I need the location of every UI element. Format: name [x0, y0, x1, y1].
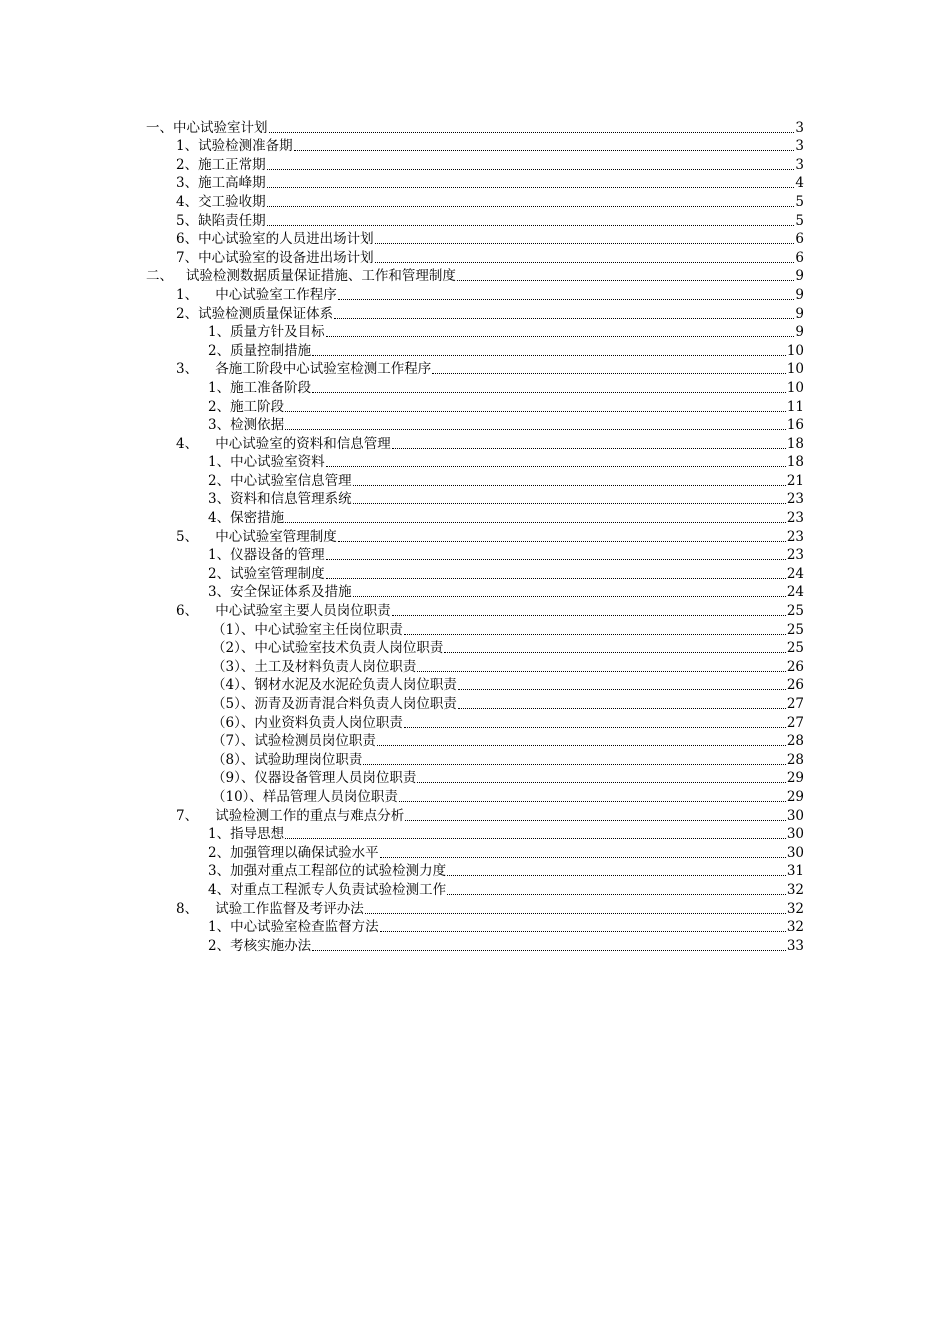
toc-entry-title: （4）、钢材水泥及水泥砼负责人岗位职责	[212, 677, 457, 694]
toc-page-number: 24	[786, 565, 804, 582]
toc-dot-leader	[375, 243, 795, 244]
toc-dot-leader	[399, 801, 786, 802]
toc-entry[interactable]	[146, 360, 804, 379]
toc-entry-title: 1、试验检测准备期	[176, 138, 293, 155]
toc-dot-leader	[417, 782, 785, 783]
toc-entry[interactable]	[146, 155, 804, 174]
toc-dot-leader	[267, 206, 795, 207]
toc-entry[interactable]	[146, 806, 804, 825]
toc-entry[interactable]	[146, 694, 804, 713]
toc-page-number: 6	[795, 249, 804, 266]
toc-entry[interactable]	[146, 713, 804, 732]
toc-entry-title: （8）、试验助理岗位职责	[212, 751, 363, 768]
toc-page-number: 21	[786, 472, 804, 489]
toc-dot-leader	[285, 429, 786, 430]
toc-entry[interactable]	[146, 118, 804, 137]
toc-entry[interactable]	[146, 825, 804, 844]
toc-page-number: 3	[795, 119, 804, 136]
toc-dot-leader	[312, 355, 786, 356]
toc-dot-leader	[285, 411, 786, 412]
toc-page-number: 10	[786, 361, 804, 378]
toc-entry-title: （10）、样品管理人员岗位职责	[212, 788, 398, 805]
toc-page-number: 10	[786, 379, 804, 396]
toc-entry-title: 1、指导思想	[208, 826, 285, 843]
toc-dot-leader	[312, 950, 786, 951]
toc-page-number: 9	[795, 286, 804, 303]
toc-entry-title: （1）、中心试验室主任岗位职责	[212, 621, 403, 638]
toc-page-number: 26	[786, 677, 804, 694]
toc-page-number: 32	[786, 919, 804, 936]
toc-page-number: 3	[795, 156, 804, 173]
toc-entry[interactable]	[146, 341, 804, 360]
toc-page-number: 23	[786, 547, 804, 564]
toc-page-number: 9	[795, 305, 804, 322]
toc-entry-title: 4、 中心试验室的资料和信息管理	[176, 435, 391, 452]
toc-dot-leader	[326, 559, 786, 560]
toc-entry-title: 一、中心试验室计划	[146, 119, 268, 136]
toc-entry[interactable]	[146, 639, 804, 658]
toc-page-number: 29	[786, 770, 804, 787]
toc-dot-leader	[365, 913, 786, 914]
toc-dot-leader	[353, 503, 786, 504]
table-of-contents	[146, 118, 804, 955]
toc-entry[interactable]	[146, 769, 804, 788]
toc-dot-leader	[338, 541, 786, 542]
toc-page-number: 31	[786, 863, 804, 880]
toc-dot-leader	[458, 689, 786, 690]
toc-entry[interactable]	[146, 787, 804, 806]
toc-dot-leader	[285, 522, 786, 523]
toc-page-number: 9	[795, 268, 804, 285]
toc-entry-title: 1、仪器设备的管理	[208, 547, 325, 564]
toc-dot-leader	[326, 336, 795, 337]
toc-page-number: 23	[786, 491, 804, 508]
toc-dot-leader	[380, 931, 786, 932]
toc-dot-leader	[326, 466, 786, 467]
toc-entry[interactable]	[146, 862, 804, 881]
toc-page-number: 5	[795, 212, 804, 229]
toc-dot-leader	[392, 615, 786, 616]
toc-entry[interactable]	[146, 899, 804, 918]
toc-entry-title: 1、中心试验室资料	[208, 454, 325, 471]
toc-dot-leader	[417, 671, 785, 672]
toc-page-number: 24	[786, 584, 804, 601]
toc-entry[interactable]	[146, 192, 804, 211]
toc-entry[interactable]	[146, 174, 804, 193]
toc-dot-leader	[326, 578, 786, 579]
toc-entry-title: 7、中心试验室的设备进出场计划	[176, 249, 374, 266]
toc-page-number: 30	[786, 807, 804, 824]
toc-page-number: 28	[786, 733, 804, 750]
toc-entry-title: （5）、沥青及沥青混合料负责人岗位职责	[212, 696, 457, 712]
toc-entry-title: 2、质量控制措施	[208, 342, 312, 359]
toc-dot-leader	[267, 187, 795, 188]
toc-page-number: 23	[786, 528, 804, 545]
toc-entry[interactable]	[146, 471, 804, 490]
toc-page-number: 6	[795, 231, 804, 248]
toc-entry[interactable]	[146, 564, 804, 583]
toc-entry-title: 3、 各施工阶段中心试验室检测工作程序	[176, 361, 432, 378]
toc-dot-leader	[267, 225, 795, 226]
toc-page-number: 32	[786, 900, 804, 917]
toc-entry-title: 5、缺陷责任期	[176, 212, 266, 229]
toc-dot-leader	[294, 150, 795, 151]
toc-entry-title: 4、保密措施	[208, 510, 285, 527]
toc-entry[interactable]	[146, 378, 804, 397]
toc-dot-leader	[353, 485, 786, 486]
toc-entry-title: 2、试验室管理制度	[208, 565, 325, 582]
toc-dot-leader	[447, 894, 786, 895]
toc-entry[interactable]	[146, 211, 804, 230]
toc-page-number: 25	[786, 621, 804, 638]
toc-entry[interactable]	[146, 750, 804, 769]
toc-page-number: 26	[786, 658, 804, 675]
toc-entry[interactable]	[146, 323, 804, 342]
toc-entry-title: 3、资料和信息管理系统	[208, 491, 352, 508]
toc-dot-leader	[404, 727, 786, 728]
toc-dot-leader	[375, 262, 795, 263]
toc-dot-leader	[338, 299, 795, 300]
toc-dot-leader	[363, 764, 785, 765]
toc-dot-leader	[267, 169, 795, 170]
toc-entry-title: 1、施工准备阶段	[208, 379, 312, 396]
toc-dot-leader	[312, 392, 786, 393]
toc-page-number: 10	[786, 342, 804, 359]
toc-entry-title: 二、 试验检测数据质量保证措施、工作和管理制度	[146, 268, 456, 285]
toc-entry[interactable]	[146, 230, 804, 249]
toc-entry-title: 1、质量方针及目标	[208, 324, 325, 341]
toc-entry-title: （3）、土工及材料负责人岗位职责	[212, 658, 417, 675]
toc-dot-leader	[458, 708, 786, 709]
toc-dot-leader	[405, 820, 786, 821]
toc-dot-leader	[380, 857, 786, 858]
toc-entry[interactable]	[146, 416, 804, 435]
toc-entry-title: 2、施工阶段	[208, 398, 285, 415]
toc-entry-title: 2、考核实施办法	[208, 937, 312, 954]
toc-entry-title: 2、中心试验室信息管理	[208, 472, 352, 489]
toc-entry[interactable]	[146, 248, 804, 267]
toc-dot-leader	[269, 132, 795, 133]
toc-page-number: 18	[786, 435, 804, 452]
toc-entry[interactable]	[146, 527, 804, 546]
toc-page-number: 33	[786, 937, 804, 954]
toc-entry-title: 4、对重点工程派专人负责试验检测工作	[208, 881, 447, 898]
toc-page-number: 25	[786, 603, 804, 620]
toc-page-number: 27	[786, 696, 804, 712]
toc-entry-title: 5、 中心试验室管理制度	[176, 528, 337, 545]
toc-page-number: 18	[786, 454, 804, 471]
toc-entry[interactable]	[146, 732, 804, 751]
toc-entry-title: 3、加强对重点工程部位的试验检测力度	[208, 863, 447, 880]
toc-dot-leader	[447, 875, 786, 876]
toc-dot-leader	[457, 280, 795, 281]
toc-entry-title: 3、施工高峰期	[176, 175, 266, 192]
toc-entry[interactable]	[146, 267, 804, 286]
toc-entry[interactable]	[146, 880, 804, 899]
toc-entry-title: （6）、内业资料负责人岗位职责	[212, 714, 403, 731]
toc-entry-title: 1、 中心试验室工作程序	[176, 286, 337, 303]
toc-dot-leader	[353, 596, 786, 597]
toc-page-number: 5	[795, 193, 804, 210]
toc-page-number: 27	[786, 714, 804, 731]
toc-page-number: 29	[786, 788, 804, 805]
toc-entry[interactable]	[146, 583, 804, 602]
toc-entry[interactable]	[146, 657, 804, 676]
toc-entry-title: 3、检测依据	[208, 417, 285, 434]
toc-entry-title: 2、试验检测质量保证体系	[176, 305, 334, 322]
toc-dot-leader	[432, 373, 786, 374]
toc-entry[interactable]	[146, 285, 804, 304]
toc-entry-title: （9）、仪器设备管理人员岗位职责	[212, 770, 417, 787]
toc-entry-title: 1、中心试验室检查监督方法	[208, 919, 379, 936]
toc-dot-leader	[392, 448, 786, 449]
toc-entry-title: 3、安全保证体系及措施	[208, 584, 352, 601]
toc-page-number: 9	[795, 324, 804, 341]
toc-entry[interactable]	[146, 676, 804, 695]
toc-page-number: 32	[786, 881, 804, 898]
toc-entry[interactable]	[146, 601, 804, 620]
toc-page-number: 4	[795, 175, 804, 192]
toc-entry-title: 7、 试验检测工作的重点与难点分析	[176, 807, 405, 824]
toc-page-number: 11	[786, 398, 804, 415]
toc-page-number: 30	[786, 826, 804, 843]
toc-page-number: 16	[786, 417, 804, 434]
toc-entry-title: （7）、试验检测员岗位职责	[212, 733, 376, 750]
toc-dot-leader	[285, 838, 786, 839]
toc-entry-title: （2）、中心试验室技术负责人岗位职责	[212, 640, 444, 657]
toc-dot-leader	[444, 652, 785, 653]
toc-entry[interactable]	[146, 620, 804, 639]
toc-page-number: 30	[786, 844, 804, 861]
toc-entry[interactable]	[146, 508, 804, 527]
toc-entry[interactable]	[146, 843, 804, 862]
toc-entry[interactable]	[146, 137, 804, 156]
toc-entry[interactable]	[146, 453, 804, 472]
toc-entry[interactable]	[146, 546, 804, 565]
toc-page-number: 23	[786, 510, 804, 527]
toc-dot-leader	[377, 745, 786, 746]
toc-entry-title: 2、施工正常期	[176, 156, 266, 173]
toc-entry-title: 4、交工验收期	[176, 193, 266, 210]
toc-entry-title: 8、 试验工作监督及考评办法	[176, 900, 364, 917]
toc-page-number: 3	[795, 138, 804, 155]
toc-entry-title: 2、加强管理以确保试验水平	[208, 844, 379, 861]
toc-entry[interactable]	[146, 936, 804, 955]
toc-dot-leader	[404, 634, 786, 635]
toc-dot-leader	[334, 318, 794, 319]
toc-entry[interactable]	[146, 918, 804, 937]
toc-entry[interactable]	[146, 304, 804, 323]
toc-entry[interactable]	[146, 490, 804, 509]
toc-entry[interactable]	[146, 434, 804, 453]
toc-entry-title: 6、中心试验室的人员进出场计划	[176, 231, 374, 248]
toc-entry[interactable]	[146, 397, 804, 416]
toc-entry-title: 6、 中心试验室主要人员岗位职责	[176, 603, 391, 620]
toc-page-number: 28	[786, 751, 804, 768]
toc-page-number: 25	[786, 640, 804, 657]
